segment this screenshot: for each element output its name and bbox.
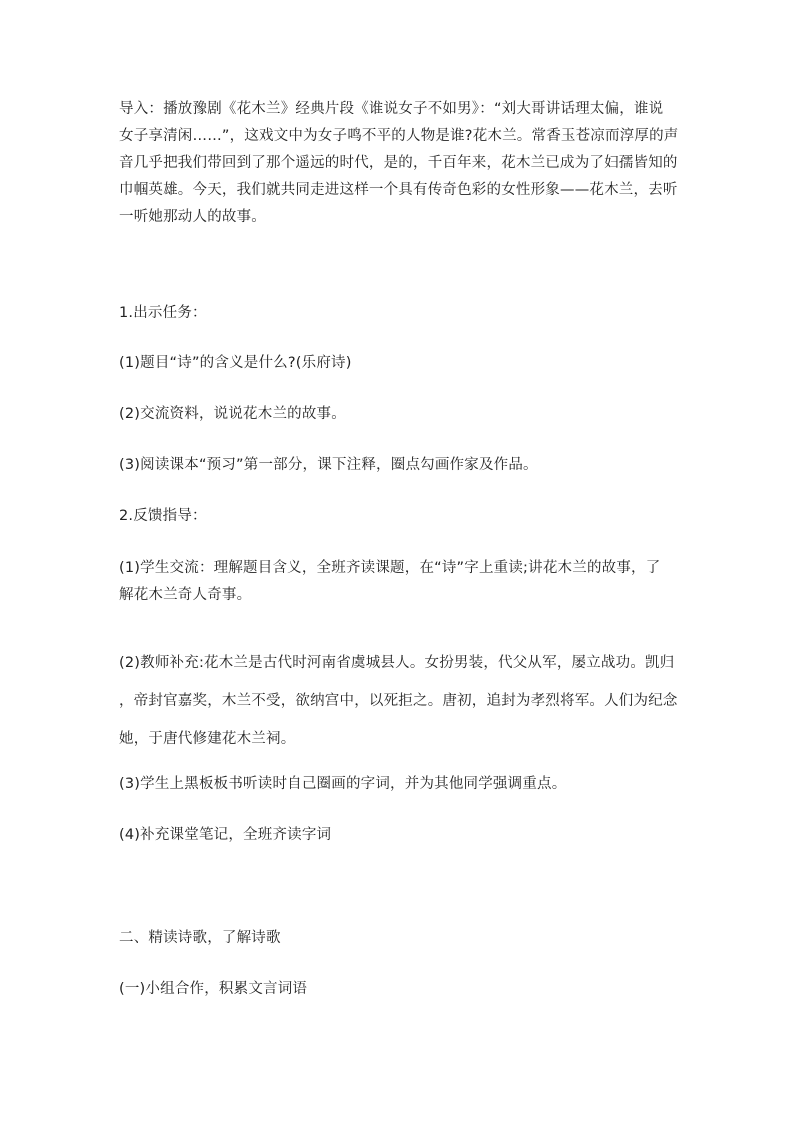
feedback-heading-text: 2.反馈指导： [119,508,207,524]
task-heading [119,301,681,326]
feedback-item-3 [119,772,681,797]
feedback-item-4 [119,823,681,848]
feedback-line: (3)学生上黑板板书听读时自己圈画的字词，并为其他同学强调重点。 [119,776,567,792]
intro-line: 一听她那动人的故事。 [119,209,266,225]
feedback-item-2 [119,644,681,758]
feedback-item-1 [119,555,681,609]
feedback-line: (2)教师补充:花木兰是古代时河南省虞城县人。女扮男装，代父从军，屡立战功。凯归 [119,655,675,671]
intro-line: 导入：播放豫剧《花木兰》经典片段《谁说女子不如男》：“刘大哥讲话理太偏，谁说 [119,101,664,117]
feedback-line: (1)学生交流：理解题目含义，全班齐读课题，在“诗”字上重读;讲花木兰的故事，了 [119,560,661,576]
task-item-text: (3)阅读课本“预习”第一部分，课下注释，圈点勾画作家及作品。 [119,457,538,473]
task-heading-text: 1.出示任务： [119,305,207,321]
feedback-line: 解花木兰奇人奇事。 [119,587,252,603]
feedback-line: ，帝封官嘉奖，木兰不受，欲纳宫中，以死拒之。唐初，追封为孝烈将军。人们为纪念 [119,693,678,709]
task-item-3 [119,453,681,478]
feedback-line: 她，于唐代修建花木兰祠。 [119,731,296,747]
section-subheading-text: (一)小组合作，积累文言词语 [119,981,308,997]
task-item-text: (1)题目“诗”的含义是什么?(乐府诗) [119,355,352,371]
task-item-text: (2)交流资料，说说花木兰的故事。 [119,406,346,422]
task-item-1 [119,351,681,376]
intro-paragraph [119,96,681,231]
intro-line: 音几乎把我们带回到了那个遥远的时代，是的，千百年来，花木兰已成为了妇孺皆知的 [119,155,678,171]
feedback-heading [119,504,681,529]
section-2-subheading [119,977,681,1002]
section-heading-text: 二、精读诗歌，了解诗歌 [119,930,281,946]
section-2-heading [119,926,681,951]
intro-line: 巾帼英雄。今天，我们就共同走进这样一个具有传奇色彩的女性形象——花木兰，去听 [119,182,678,198]
intro-line: 女子享清闲……”，这戏文中为女子鸣不平的人物是谁?花木兰。常香玉苍凉而淳厚的声 [119,128,679,144]
feedback-line: (4)补充课堂笔记，全班齐读字词 [119,827,332,843]
task-item-2 [119,402,681,427]
